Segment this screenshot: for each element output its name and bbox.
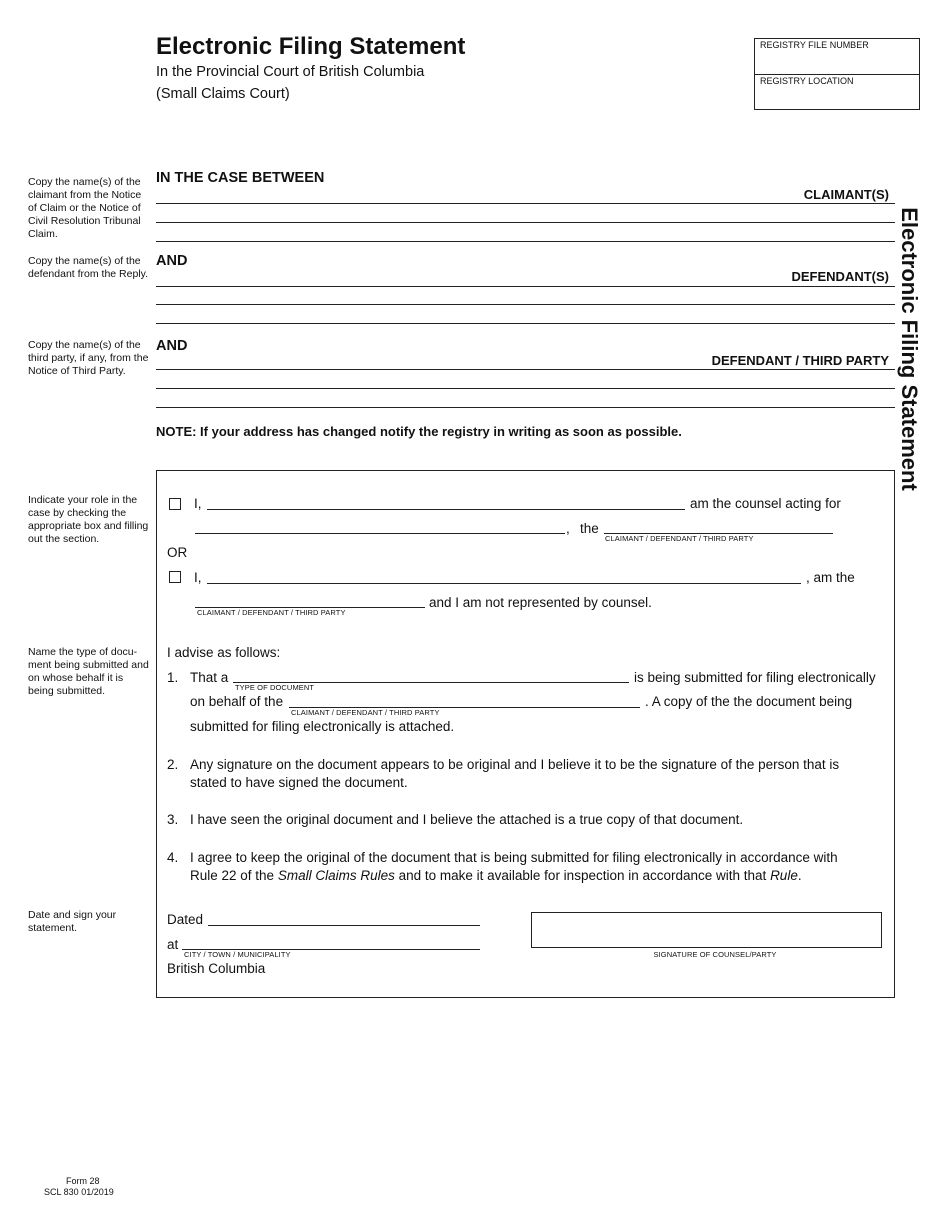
- item3-line1: I have seen the original document and I believe the attached is a true copy of that document.: [190, 812, 744, 827]
- am-the-text: , am the: [806, 570, 855, 585]
- option2-i: I,: [194, 570, 202, 585]
- defendant-label: DEFENDANT(S): [791, 269, 889, 284]
- and-heading-1: AND: [156, 253, 188, 269]
- instruction-defendant: Copy the name(s) of the defendant from the Reply.: [28, 255, 149, 280]
- item4-line2-b: and to make it available for inspection in accordance with that: [394, 868, 771, 883]
- province-text: British Columbia: [167, 961, 266, 976]
- counsel-acting-text: am the counsel acting for: [690, 496, 841, 511]
- registry-file-number-label: REGISTRY FILE NUMBER: [760, 40, 869, 50]
- form-number: Form 28: [66, 1176, 100, 1186]
- item1-copy-text: . A copy of the the document being: [645, 694, 853, 709]
- third-party-line-3[interactable]: [156, 407, 895, 408]
- counsel-name-line[interactable]: [207, 509, 685, 510]
- third-party-line-1[interactable]: [156, 369, 895, 370]
- client-role-caption: CLAIMANT / DEFENDANT / THIRD PARTY: [605, 534, 754, 543]
- dated-label: Dated: [167, 912, 204, 927]
- claimant-line-2[interactable]: [156, 222, 895, 223]
- defendant-line-2[interactable]: [156, 304, 895, 305]
- claimant-label: CLAIMANT(S): [803, 187, 889, 202]
- item1-on-behalf: on behalf of the: [190, 694, 284, 709]
- item3-number: 3.: [167, 812, 179, 827]
- instruction-date-sign: Date and sign your statement.: [28, 909, 117, 934]
- advise-intro: I advise as follows:: [167, 645, 281, 660]
- page-title: Electronic Filing Statement: [156, 33, 466, 60]
- counsel-checkbox[interactable]: [169, 498, 181, 510]
- rule-text: Rule: [770, 868, 798, 883]
- claimant-line-3[interactable]: [156, 241, 895, 242]
- date-line[interactable]: [208, 925, 480, 926]
- self-represented-checkbox[interactable]: [169, 571, 181, 583]
- third-party-label: DEFENDANT / THIRD PARTY: [711, 353, 889, 368]
- small-claims-rules-text: Small Claims Rules: [277, 868, 395, 883]
- instruction-document: Name the type of docu-ment being submitted and on whose behalf it is being submitted.: [28, 646, 149, 697]
- on-behalf-party-caption: CLAIMANT / DEFENDANT / THIRD PARTY: [291, 708, 440, 717]
- or-text: OR: [167, 545, 188, 560]
- item1-that-a: That a: [190, 670, 229, 685]
- signature-box[interactable]: [531, 912, 882, 948]
- item4-line2-end: .: [797, 868, 802, 883]
- item2-number: 2.: [167, 757, 179, 772]
- subtitle-court: In the Provincial Court of British Columbia: [156, 64, 425, 80]
- address-change-note: NOTE: If your address has changed notify the registry in writing as soon as possible.: [156, 424, 682, 439]
- form-footer: [44, 1176, 114, 1198]
- the-text: the: [580, 521, 599, 536]
- and-heading-2: AND: [156, 338, 188, 354]
- item4-line2-a: Rule 22 of the: [190, 868, 278, 883]
- subtitle-small-claims: (Small Claims Court): [156, 86, 290, 102]
- instruction-claimant: Copy the name(s) of the claimant from the Notice of Claim or the Notice of Civil Resolution Tribunal Claim.: [28, 176, 142, 240]
- defendant-line-3[interactable]: [156, 323, 895, 324]
- party-name-line[interactable]: [207, 583, 801, 584]
- instruction-role: Indicate your role in the case by checking the appropriate box and filling out the section.: [28, 494, 149, 545]
- at-label: at: [167, 937, 179, 952]
- option1-i: I,: [194, 496, 202, 511]
- defendant-line-1[interactable]: [156, 286, 895, 287]
- item1-attached-text: submitted for filing electronically is attached.: [190, 719, 455, 734]
- third-party-line-2[interactable]: [156, 388, 895, 389]
- item1-number: 1.: [167, 670, 179, 685]
- registry-location-field[interactable]: [755, 75, 919, 111]
- registry-box: [754, 38, 920, 110]
- item1-submitted-text: is being submitted for filing electronically: [634, 670, 876, 685]
- registry-file-number-field[interactable]: [755, 39, 919, 75]
- city-caption: CITY / TOWN / MUNICIPALITY: [184, 950, 291, 959]
- page-subtitle: [156, 61, 424, 105]
- client-name-line[interactable]: [195, 533, 565, 534]
- item4-line1: I agree to keep the original of the document that is being submitted for filing electronically in accordance with: [190, 850, 838, 865]
- item2-line2: stated to have signed the document.: [190, 775, 408, 790]
- instruction-third-party: Copy the name(s) of the third party, if any, from the Notice of Third Party.: [28, 339, 149, 377]
- item2-line1: Any signature on the document appears to be original and I believe it to be the signature of the person that is: [190, 757, 840, 772]
- item4-number: 4.: [167, 850, 179, 865]
- comma-text: ,: [566, 521, 570, 536]
- form-code: SCL 830 01/2019: [44, 1187, 114, 1197]
- signature-caption: SIGNATURE OF COUNSEL/PARTY: [653, 950, 777, 959]
- claimant-line-1[interactable]: [156, 203, 895, 204]
- not-represented-text: and I am not represented by counsel.: [429, 595, 652, 610]
- case-between-heading: IN THE CASE BETWEEN: [156, 170, 325, 186]
- side-title: Electronic Filing Statement: [897, 207, 922, 491]
- item4-line2: [190, 868, 802, 883]
- registry-location-label: REGISTRY LOCATION: [760, 76, 854, 86]
- document-type-caption: TYPE OF DOCUMENT: [235, 683, 315, 692]
- party-role-caption: CLAIMANT / DEFENDANT / THIRD PARTY: [197, 608, 346, 617]
